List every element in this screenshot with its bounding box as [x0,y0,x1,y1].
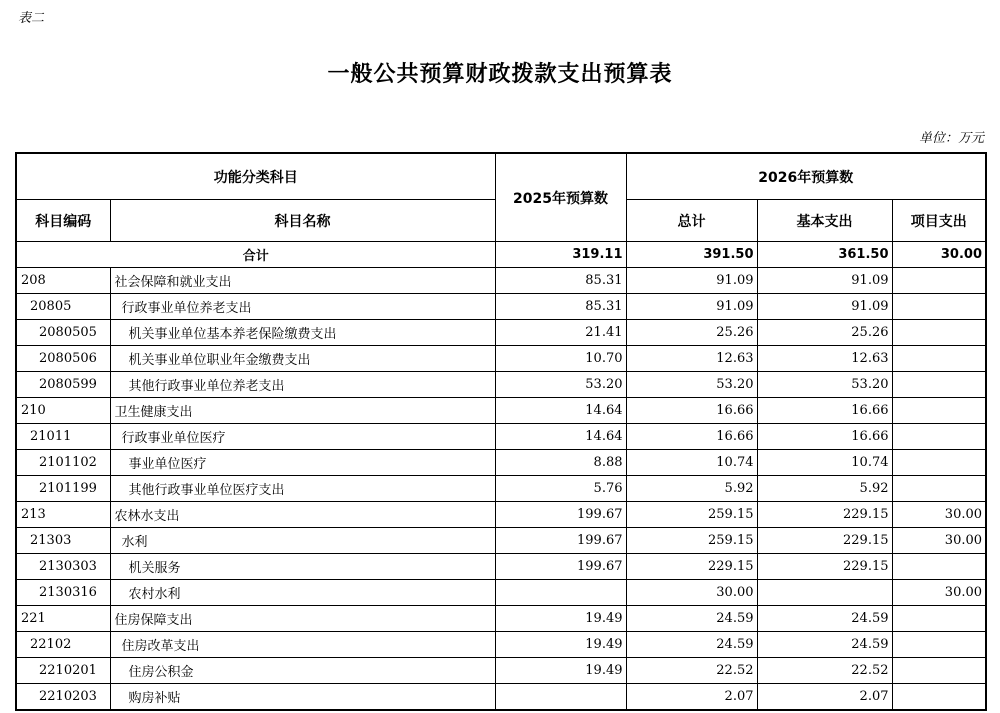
subject-code-cell: 21011 [16,424,110,450]
subject-name-cell: 购房补贴 [110,684,495,711]
table-row [16,658,986,684]
total-basic-value: 361.50 [757,242,892,268]
subject-code-cell: 2210203 [16,684,110,711]
subject-name-cell: 机关事业单位职业年金缴费支出 [110,346,495,372]
table-row [16,684,986,711]
basic-expenditure-cell: 2.07 [757,684,892,711]
subject-name-cell: 水利 [110,528,495,554]
subject-code-cell: 20805 [16,294,110,320]
budget-2025-cell: 53.20 [495,372,626,398]
budget-2025-cell: 14.64 [495,424,626,450]
subject-code-cell: 221 [16,606,110,632]
project-expenditure-cell [892,398,986,424]
basic-expenditure-cell: 5.92 [757,476,892,502]
project-expenditure-cell [892,268,986,294]
budget-2025-cell: 199.67 [495,554,626,580]
project-expenditure-cell [892,684,986,711]
grand-total-cell: 25.26 [626,320,757,346]
subject-code-cell: 2080506 [16,346,110,372]
budget-table [15,152,987,711]
subject-name-cell: 住房改革支出 [110,632,495,658]
grand-total-cell: 229.15 [626,554,757,580]
project-expenditure-cell [892,632,986,658]
subject-name-cell: 行政事业单位养老支出 [110,294,495,320]
budget-2025-cell: 14.64 [495,398,626,424]
basic-expenditure-cell: 12.63 [757,346,892,372]
subject-code-cell: 210 [16,398,110,424]
total-row-label: 合计 [16,242,495,268]
table-row [16,346,986,372]
budget-2025-cell [495,580,626,606]
grand-total-cell: 24.59 [626,632,757,658]
subject-code-cell: 2101199 [16,476,110,502]
header-project-expenditure: 项目支出 [892,200,986,242]
basic-expenditure-cell: 229.15 [757,554,892,580]
basic-expenditure-cell: 24.59 [757,632,892,658]
basic-expenditure-cell: 91.09 [757,294,892,320]
grand-total-cell: 5.92 [626,476,757,502]
subject-name-cell: 社会保障和就业支出 [110,268,495,294]
table-row [16,450,986,476]
table-label: 表二 [18,11,45,26]
table-row [16,476,986,502]
grand-total-cell: 30.00 [626,580,757,606]
header-subject-name: 科目名称 [110,200,495,242]
basic-expenditure-cell: 229.15 [757,528,892,554]
project-expenditure-cell: 30.00 [892,580,986,606]
total-grand-total-value: 391.50 [626,242,757,268]
grand-total-cell: 91.09 [626,268,757,294]
subject-name-cell: 行政事业单位医疗 [110,424,495,450]
budget-2025-cell: 85.31 [495,294,626,320]
header-2025-budget: 2025年预算数 [495,153,626,242]
basic-expenditure-cell: 16.66 [757,398,892,424]
subject-name-cell: 住房保障支出 [110,606,495,632]
basic-expenditure-cell: 91.09 [757,268,892,294]
basic-expenditure-cell [757,580,892,606]
total-2025-value: 319.11 [495,242,626,268]
project-expenditure-cell [892,372,986,398]
project-expenditure-cell [892,320,986,346]
budget-2025-cell: 19.49 [495,606,626,632]
budget-2025-cell: 8.88 [495,450,626,476]
basic-expenditure-cell: 53.20 [757,372,892,398]
table-body [16,242,986,711]
table-row [16,424,986,450]
subject-code-cell: 22102 [16,632,110,658]
grand-total-cell: 10.74 [626,450,757,476]
grand-total-cell: 259.15 [626,502,757,528]
subject-name-cell: 农村水利 [110,580,495,606]
table-row [16,632,986,658]
budget-2025-cell: 10.70 [495,346,626,372]
grand-total-cell: 53.20 [626,372,757,398]
table-row [16,398,986,424]
project-expenditure-cell [892,346,986,372]
basic-expenditure-cell: 25.26 [757,320,892,346]
project-expenditure-cell [892,606,986,632]
subject-code-cell: 2080505 [16,320,110,346]
grand-total-cell: 16.66 [626,398,757,424]
table-row [16,580,986,606]
project-expenditure-cell [892,450,986,476]
subject-name-cell: 其他行政事业单位养老支出 [110,372,495,398]
project-expenditure-cell [892,554,986,580]
subject-code-cell: 2101102 [16,450,110,476]
header-subject-code: 科目编码 [16,200,110,242]
project-expenditure-cell: 30.00 [892,528,986,554]
budget-2025-cell: 199.67 [495,528,626,554]
budget-2025-cell: 21.41 [495,320,626,346]
budget-2025-cell: 85.31 [495,268,626,294]
table-row [16,294,986,320]
table-header [16,153,986,242]
budget-2025-cell: 19.49 [495,658,626,684]
grand-total-cell: 16.66 [626,424,757,450]
basic-expenditure-cell: 229.15 [757,502,892,528]
basic-expenditure-cell: 22.52 [757,658,892,684]
project-expenditure-cell [892,658,986,684]
table-row [16,554,986,580]
subject-code-cell: 2210201 [16,658,110,684]
subject-name-cell: 住房公积金 [110,658,495,684]
subject-name-cell: 其他行政事业单位医疗支出 [110,476,495,502]
project-expenditure-cell [892,294,986,320]
table-row [16,268,986,294]
total-project-value: 30.00 [892,242,986,268]
header-grand-total: 总计 [626,200,757,242]
subject-code-cell: 2080599 [16,372,110,398]
subject-name-cell: 卫生健康支出 [110,398,495,424]
header-2026-budget: 2026年预算数 [626,153,986,200]
subject-name-cell: 事业单位医疗 [110,450,495,476]
subject-code-cell: 2130303 [16,554,110,580]
table-row [16,606,986,632]
table-row [16,502,986,528]
page-title: 一般公共预算财政拨款支出预算表 [327,62,673,87]
header-basic-expenditure: 基本支出 [757,200,892,242]
subject-name-cell: 农林水支出 [110,502,495,528]
budget-2025-cell: 5.76 [495,476,626,502]
total-row [16,242,986,268]
table-row [16,372,986,398]
project-expenditure-cell [892,476,986,502]
subject-code-cell: 2130316 [16,580,110,606]
budget-2025-cell [495,684,626,711]
subject-name-cell: 机关服务 [110,554,495,580]
basic-expenditure-cell: 16.66 [757,424,892,450]
budget-2025-cell: 19.49 [495,632,626,658]
table-row [16,320,986,346]
subject-code-cell: 213 [16,502,110,528]
subject-name-cell: 机关事业单位基本养老保险缴费支出 [110,320,495,346]
basic-expenditure-cell: 24.59 [757,606,892,632]
basic-expenditure-cell: 10.74 [757,450,892,476]
subject-code-cell: 208 [16,268,110,294]
grand-total-cell: 91.09 [626,294,757,320]
table-row [16,528,986,554]
grand-total-cell: 259.15 [626,528,757,554]
subject-code-cell: 21303 [16,528,110,554]
header-functional-classification: 功能分类科目 [16,153,495,200]
budget-2025-cell: 199.67 [495,502,626,528]
grand-total-cell: 2.07 [626,684,757,711]
grand-total-cell: 12.63 [626,346,757,372]
project-expenditure-cell: 30.00 [892,502,986,528]
project-expenditure-cell [892,424,986,450]
unit-note: 单位：万元 [918,131,984,146]
grand-total-cell: 24.59 [626,606,757,632]
grand-total-cell: 22.52 [626,658,757,684]
